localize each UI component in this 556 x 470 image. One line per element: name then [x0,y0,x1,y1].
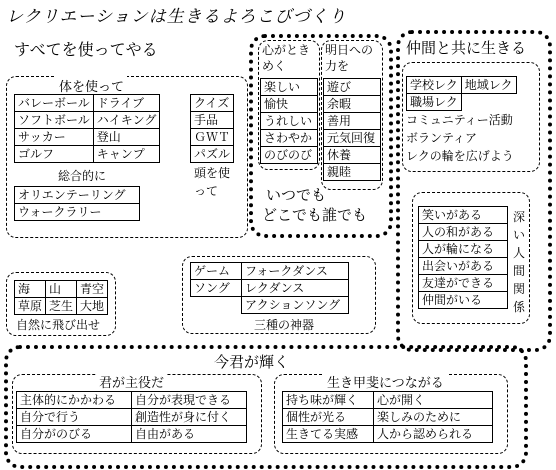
table-row [15,187,140,204]
table-cell: 青空 [77,281,108,298]
table-cell: 主体的にかかわる [17,392,132,409]
table-cell: うれしい [261,113,318,130]
table-cell: 海 [15,281,46,298]
table-cell: 余暇 [324,96,381,113]
table-cell: 創造性が身に付く [132,409,247,426]
holistic-table [14,186,140,221]
table-cell: 笑いがある [419,207,508,224]
tools-table [190,262,349,314]
table-cell: のびのび [261,147,318,164]
table-row [419,224,508,241]
table-cell: サッカー [15,129,94,146]
table-row [15,298,108,315]
shine-label: 今君が輝く [214,353,290,371]
table-row [191,146,234,163]
table-row [324,130,381,147]
tomorrow-table [323,78,381,181]
table-row [15,129,160,146]
table-cell: ソング [191,280,242,297]
table-cell: 職場レク [407,94,462,111]
table-cell: 地域レク [461,77,516,94]
table-cell: 登山 [93,129,160,146]
top-left-label: すべてを使ってやる [14,40,158,59]
heart-table [260,78,318,164]
table-row [283,426,493,443]
extra-table [190,94,234,163]
shine-left-table [16,391,247,443]
table-row [17,409,247,426]
head-label: 頭を使って [194,166,231,198]
anytime-label-1: いつでも [266,186,327,204]
friends-table [406,76,517,111]
table-row [261,79,318,96]
nature-table [14,280,108,315]
anytime-label-2: どこでも誰でも [262,206,368,224]
table-cell: ＧＷＴ [191,129,234,146]
table-cell: 親睦 [324,164,381,181]
list-item: コミュニティー活動 [406,113,513,127]
table-cell: 楽しい [261,79,318,96]
table-row [15,112,160,129]
table-row [261,130,318,147]
shine-left-label: 君が主役だ [96,372,167,391]
table-cell: 自分がのびる [17,426,132,443]
page-title: レクリエーションは生きるよろこびづくり [6,7,347,27]
table-row [407,77,517,94]
table-cell: 草原 [15,298,46,315]
table-row [17,392,247,409]
table-cell: 休養 [324,147,381,164]
table-cell: ソフトボール [15,112,94,129]
table-row [324,113,381,130]
table-row [419,207,508,224]
table-cell: 学校レク [407,77,462,94]
table-cell: 善用 [324,113,381,130]
table-cell [461,94,516,111]
table-row [283,392,493,409]
table-cell: 自分で行う [17,409,132,426]
table-cell: ハイキング [93,112,160,129]
table-row [324,96,381,113]
table-row [15,95,160,112]
table-row [261,113,318,130]
table-cell: バレーボール [15,95,94,112]
table-row [15,146,160,163]
table-cell: ゴルフ [15,146,94,163]
friends-items [406,111,514,165]
table-cell: 持ち味が輝く [283,392,374,409]
shine-right-table [282,391,493,443]
table-row [261,147,318,164]
table-cell: レクダンス [242,280,349,297]
table-row [191,263,349,280]
holistic-label: 総合的に [58,169,107,183]
table-row [15,281,108,298]
table-cell: キャンプ [93,146,160,163]
table-cell: クイズ [191,95,234,112]
table-row [324,164,381,181]
table-cell: 友達ができる [419,275,508,292]
table-row [419,275,508,292]
table-row [419,241,508,258]
table-cell: パズル [191,146,234,163]
table-cell: ドライブ [93,95,160,112]
table-cell: フォークダンス [242,263,349,280]
table-cell: アクションソング [242,297,349,314]
table-cell: 個性が光る [283,409,374,426]
table-cell: 生きてる実感 [283,426,374,443]
table-row [191,297,349,314]
table-cell: 楽しみのために [374,409,493,426]
table-row [17,426,247,443]
table-cell: 芝生 [46,298,77,315]
relations-table [418,206,508,309]
table-row [419,258,508,275]
table-row [324,79,381,96]
table-cell: 大地 [77,298,108,315]
table-row [324,147,381,164]
table-row [407,94,517,111]
list-item: ボランティア [406,131,478,145]
list-item: レクの輪を広げよう [406,149,514,163]
tools-label: 三種の神器 [254,318,315,332]
table-row [15,204,140,221]
table-cell: 仲間がいる [419,292,508,309]
table-cell: 人が輪になる [419,241,508,258]
table-cell: オリエンテーリング [15,187,140,204]
heart-header: 心がときめく [262,43,311,73]
table-row [261,96,318,113]
table-cell: 元気回復 [324,130,381,147]
table-cell: 手品 [191,112,234,129]
table-cell: 人から認められる [374,426,493,443]
table-cell: 自由がある [132,426,247,443]
table-cell: ウォークラリー [15,204,140,221]
table-cell: 自分が表現できる [132,392,247,409]
table-cell: 出会いがある [419,258,508,275]
table-cell [191,297,242,314]
table-row [191,112,234,129]
table-row [191,129,234,146]
shine-right-label: 生き甲斐につながる [324,372,447,391]
table-row [419,292,508,309]
table-cell: ゲーム [191,263,242,280]
table-cell: 心が開く [374,392,493,409]
table-cell: 遊び [324,79,381,96]
body-group-label: 体を使って [56,76,127,95]
table-row [191,95,234,112]
table-cell: 愉快 [261,96,318,113]
tomorrow-header: 明日への力を [325,43,374,73]
table-cell: 人の和がある [419,224,508,241]
friends-label: 仲間と共に生きる [406,39,527,57]
nature-label: 自然に飛び出せ [16,318,101,332]
relations-vertical-label: 深い人間関係 [512,210,525,314]
sports-table [14,94,160,163]
table-cell: さわやか [261,130,318,147]
table-row [191,280,349,297]
table-row [283,409,493,426]
table-cell: 山 [46,281,77,298]
